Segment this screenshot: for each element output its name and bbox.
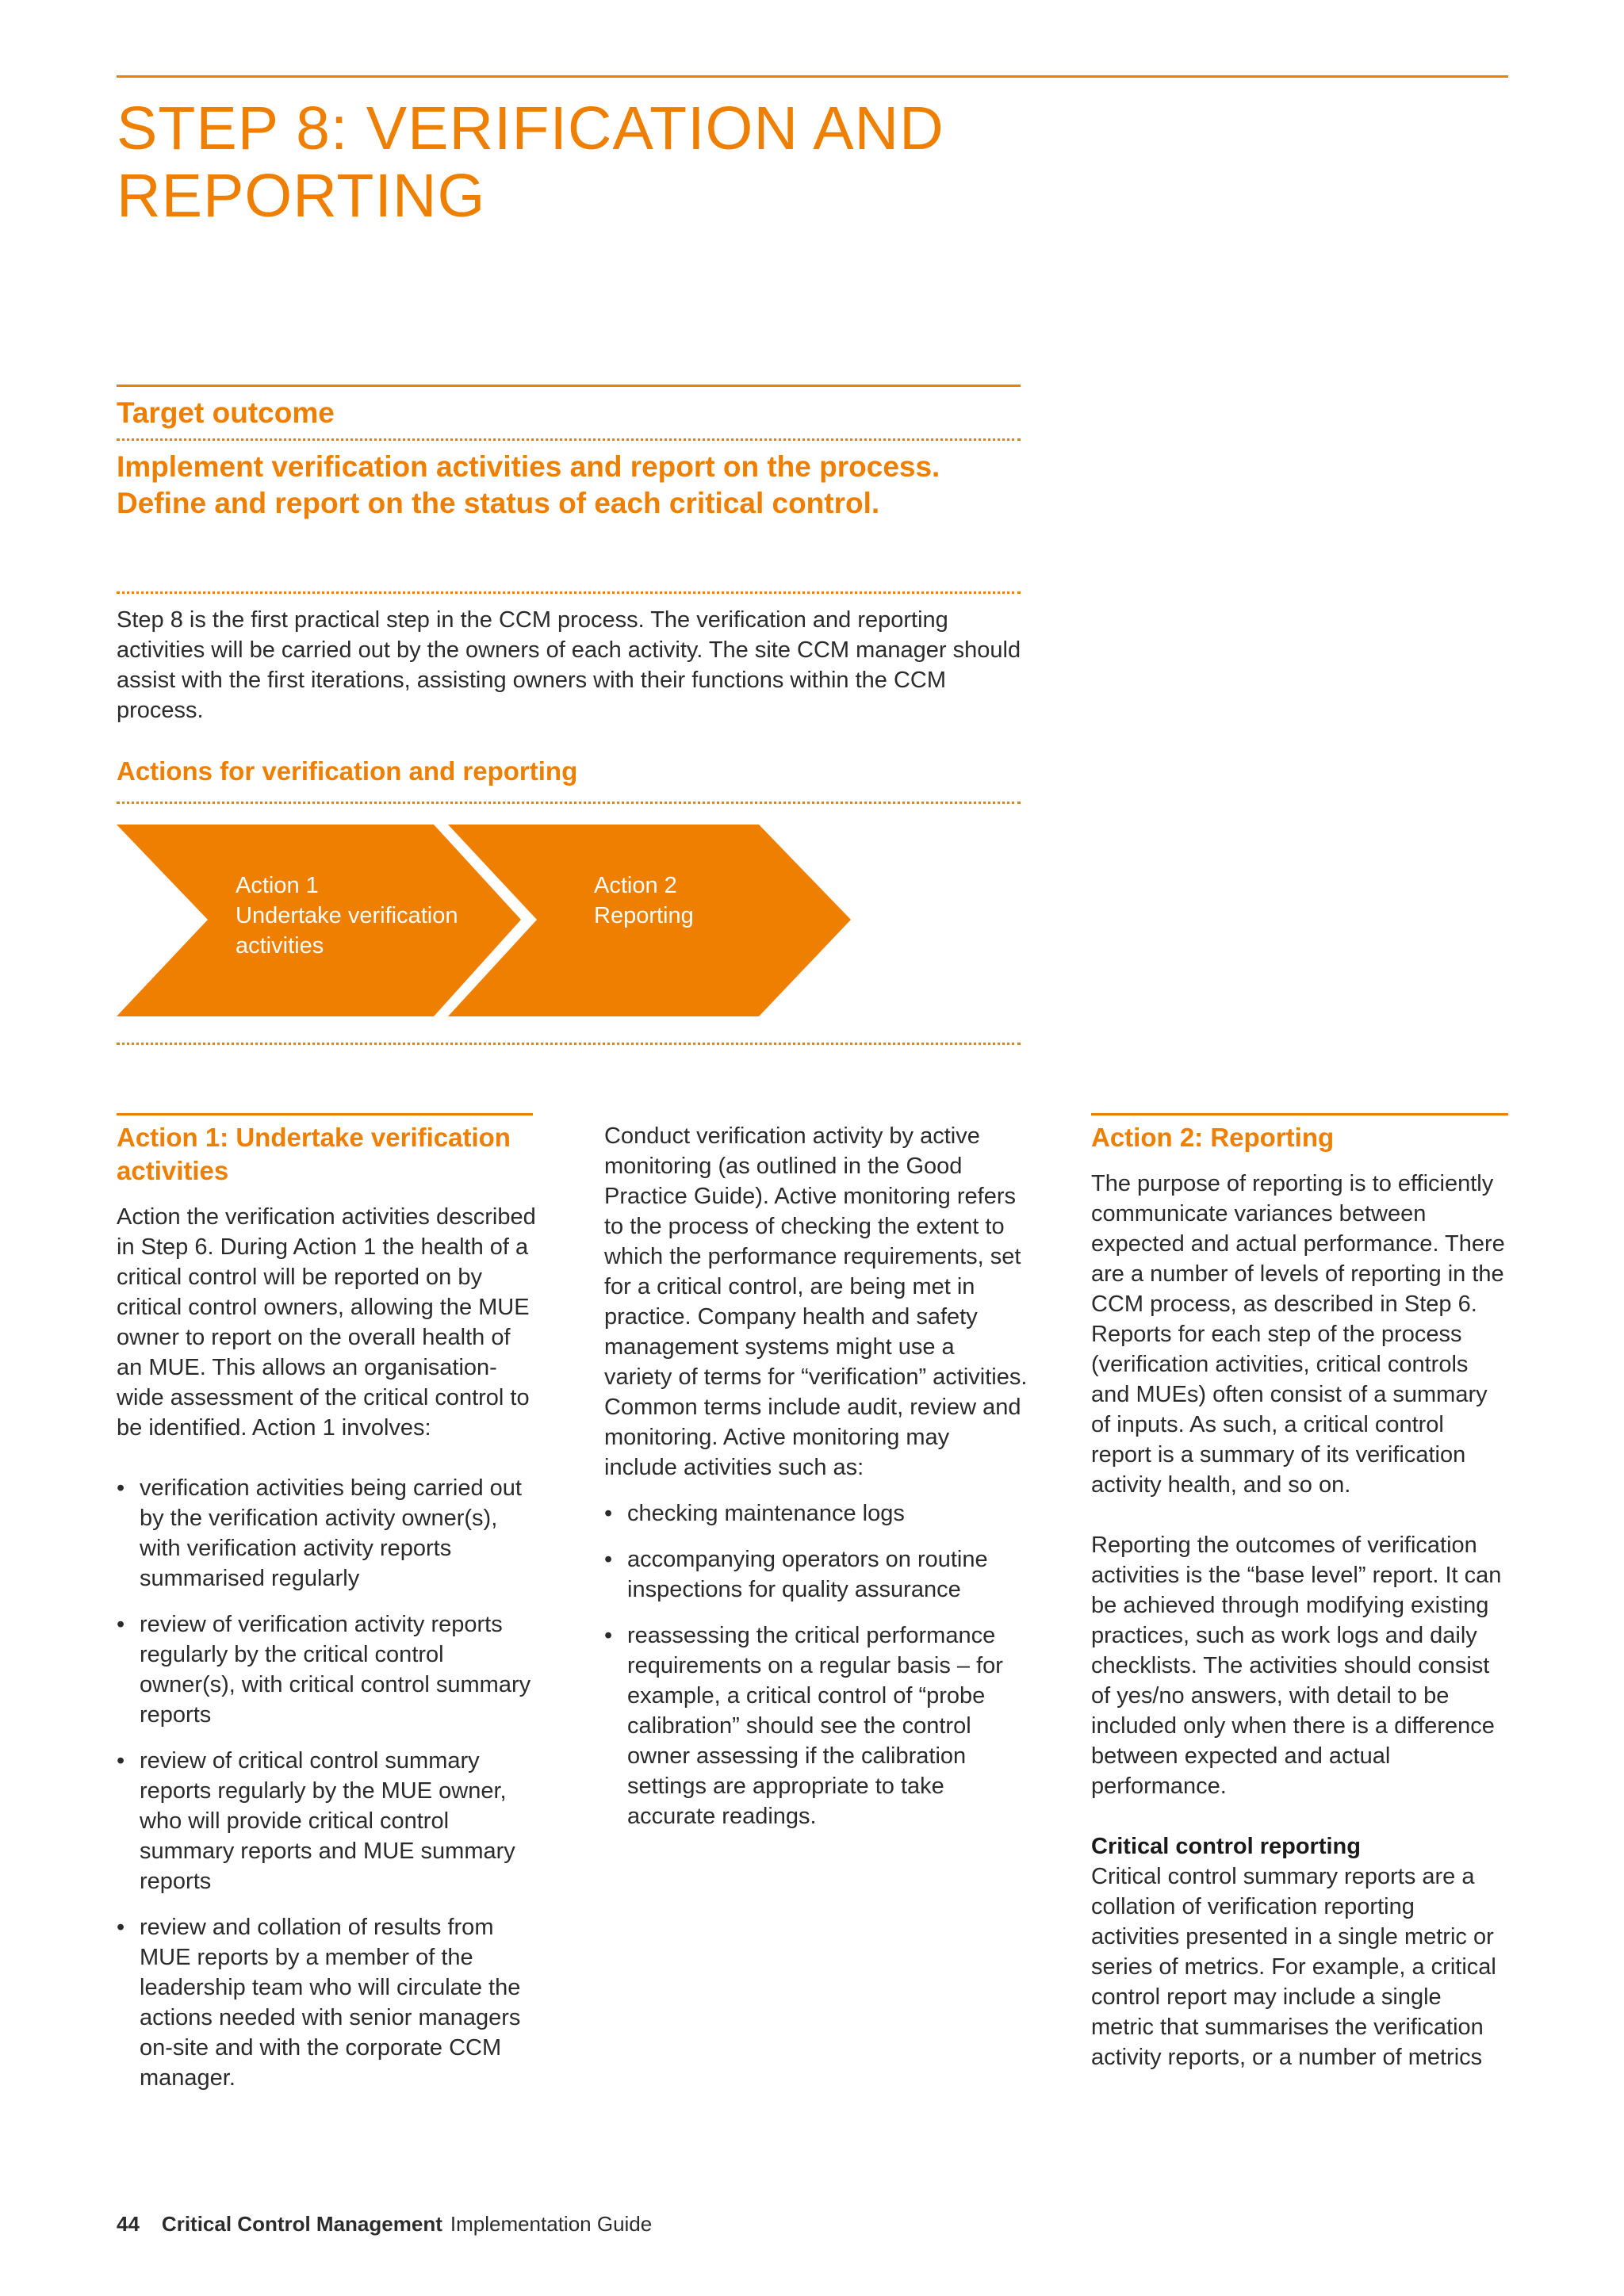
actions-divider: [117, 802, 1021, 804]
critical-control-reporting-heading: Critical control reporting: [1091, 1834, 1361, 1859]
action-1-heading: Action 1: Undertake verification activities: [117, 1123, 511, 1185]
chevron-action-2-text: [594, 871, 694, 931]
page-title-line2: REPORTING: [117, 162, 486, 230]
column-action-1: [117, 1121, 541, 2109]
action-2-paragraph-1: The purpose of reporting is to efficiently communicate variances between expected and actual performance. There are a number of levels of reporting in the CCM process, as described in Step 6. Reports for each step of the process (verification activities, critical controls and MUEs) often consist of a summary of inputs. As such, a critical control report is a summary of its verification activity health, and so on.: [1091, 1171, 1505, 1498]
active-monitoring-paragraph: Conduct verification activity by active monitoring (as outlined in the Good Practice Guide). Active monitoring refers to the process of checking the extent to which the performance requirements, set for a critical control, are being met in practice. Company health and safety management systems might use a variety of terms for “verification” activities. Common terms include audit, review and monitoring. Active monitoring may include activities such as:: [604, 1123, 1028, 1480]
outcome-divider: [117, 591, 1021, 594]
target-outcome-line1: Implement verification activities and report on the process.: [117, 450, 940, 483]
list-item: • review of critical control summary reports regularly by the MUE owner, who will provide critical control summary reports and MUE summary reports: [117, 1748, 515, 1894]
list-item: • accompanying operators on routine inspections for quality assurance: [604, 1547, 988, 1602]
top-rule: [117, 75, 1508, 78]
list-item: • reassessing the critical performance requirements on a regular basis – for example, a critical control of “probe calibration” should see the control owner assessing if the calibration settings are appropriate to take accurate readings.: [604, 1623, 1003, 1829]
target-rule: [117, 385, 1021, 387]
page-title-line1: STEP 8: VERIFICATION AND: [117, 94, 944, 163]
target-outcome-text: [117, 449, 989, 522]
footer-subtitle: Implementation Guide: [450, 2212, 653, 2236]
col1-rule: [117, 1113, 533, 1115]
column-active-monitoring: [604, 1121, 1028, 1847]
chevron-action-1-text: [236, 871, 458, 961]
target-outcome-line2: Define and report on the status of each critical control.: [117, 487, 880, 519]
col3-rule: [1091, 1113, 1508, 1115]
action-1-bullet-list: [117, 1473, 541, 2093]
page-title: [117, 95, 989, 230]
list-item: • verification activities being carried out by the verification activity owner(s), with verification activity reports summarised regularly: [117, 1475, 522, 1591]
chevron-action-2-label: Action 2: [594, 873, 677, 898]
actions-heading: Actions for verification and reporting: [117, 756, 578, 786]
page-number: 44: [117, 2212, 140, 2236]
action-process-diagram: [117, 825, 854, 1016]
chevron-action-1-title-b: activities: [236, 933, 324, 959]
chevron-action-1-label: Action 1: [236, 873, 319, 898]
active-monitoring-bullet-list: [604, 1498, 1028, 1831]
action-2-heading: Action 2: Reporting: [1091, 1123, 1335, 1152]
chevron-action-2-title: Reporting: [594, 903, 694, 928]
chevron-action-1-title-a: Undertake verification: [236, 903, 458, 928]
footer-title: Critical Control Management: [161, 2212, 442, 2236]
action-1-paragraph: Action the verification activities described in Step 6. During Action 1 the health of a critical control will be reported on by critical control owners, allowing the MUE owner to report on the overall health of an MUE. This allows an organisation-wide assessment of the critical control to be identified. Action 1 involves:: [117, 1204, 536, 1441]
target-divider: [117, 438, 1021, 441]
critical-control-reporting-paragraph: Critical control summary reports are a collation of verification reporting activities presented in a single metric or series of metrics. For example, a critical control report may include a single metric that summarises the verification activity reports, or a number of metrics: [1091, 1864, 1496, 2070]
target-outcome-heading: Target outcome: [117, 396, 335, 429]
intro-paragraph: Step 8 is the first practical step in the CCM process. The verification and reporting activities will be carried out by the owners of each activity. The site CCM manager should assist with the first iterations, assisting owners with their functions within the CCM process.: [117, 607, 1021, 723]
column-action-2: [1091, 1121, 1508, 2103]
list-item: • checking maintenance logs: [604, 1501, 905, 1526]
list-item: • review of verification activity reports regularly by the critical control owner(s), with critical control summary reports: [117, 1612, 531, 1728]
action-2-paragraph-2: Reporting the outcomes of verification activities is the “base level” report. It can be achieved through modifying existing practices, such as work logs and daily checklists. The activities should consist of yes/no answers, with detail to be included only when there is a difference between expected and actual performance.: [1091, 1533, 1502, 1799]
list-item: • review and collation of results from MUE reports by a member of the leadership team who will circulate the actions needed with senior managers on-site and with the corporate CCM manager.: [117, 1915, 521, 2091]
diagram-divider: [117, 1043, 1021, 1045]
page-footer: [117, 2212, 652, 2237]
